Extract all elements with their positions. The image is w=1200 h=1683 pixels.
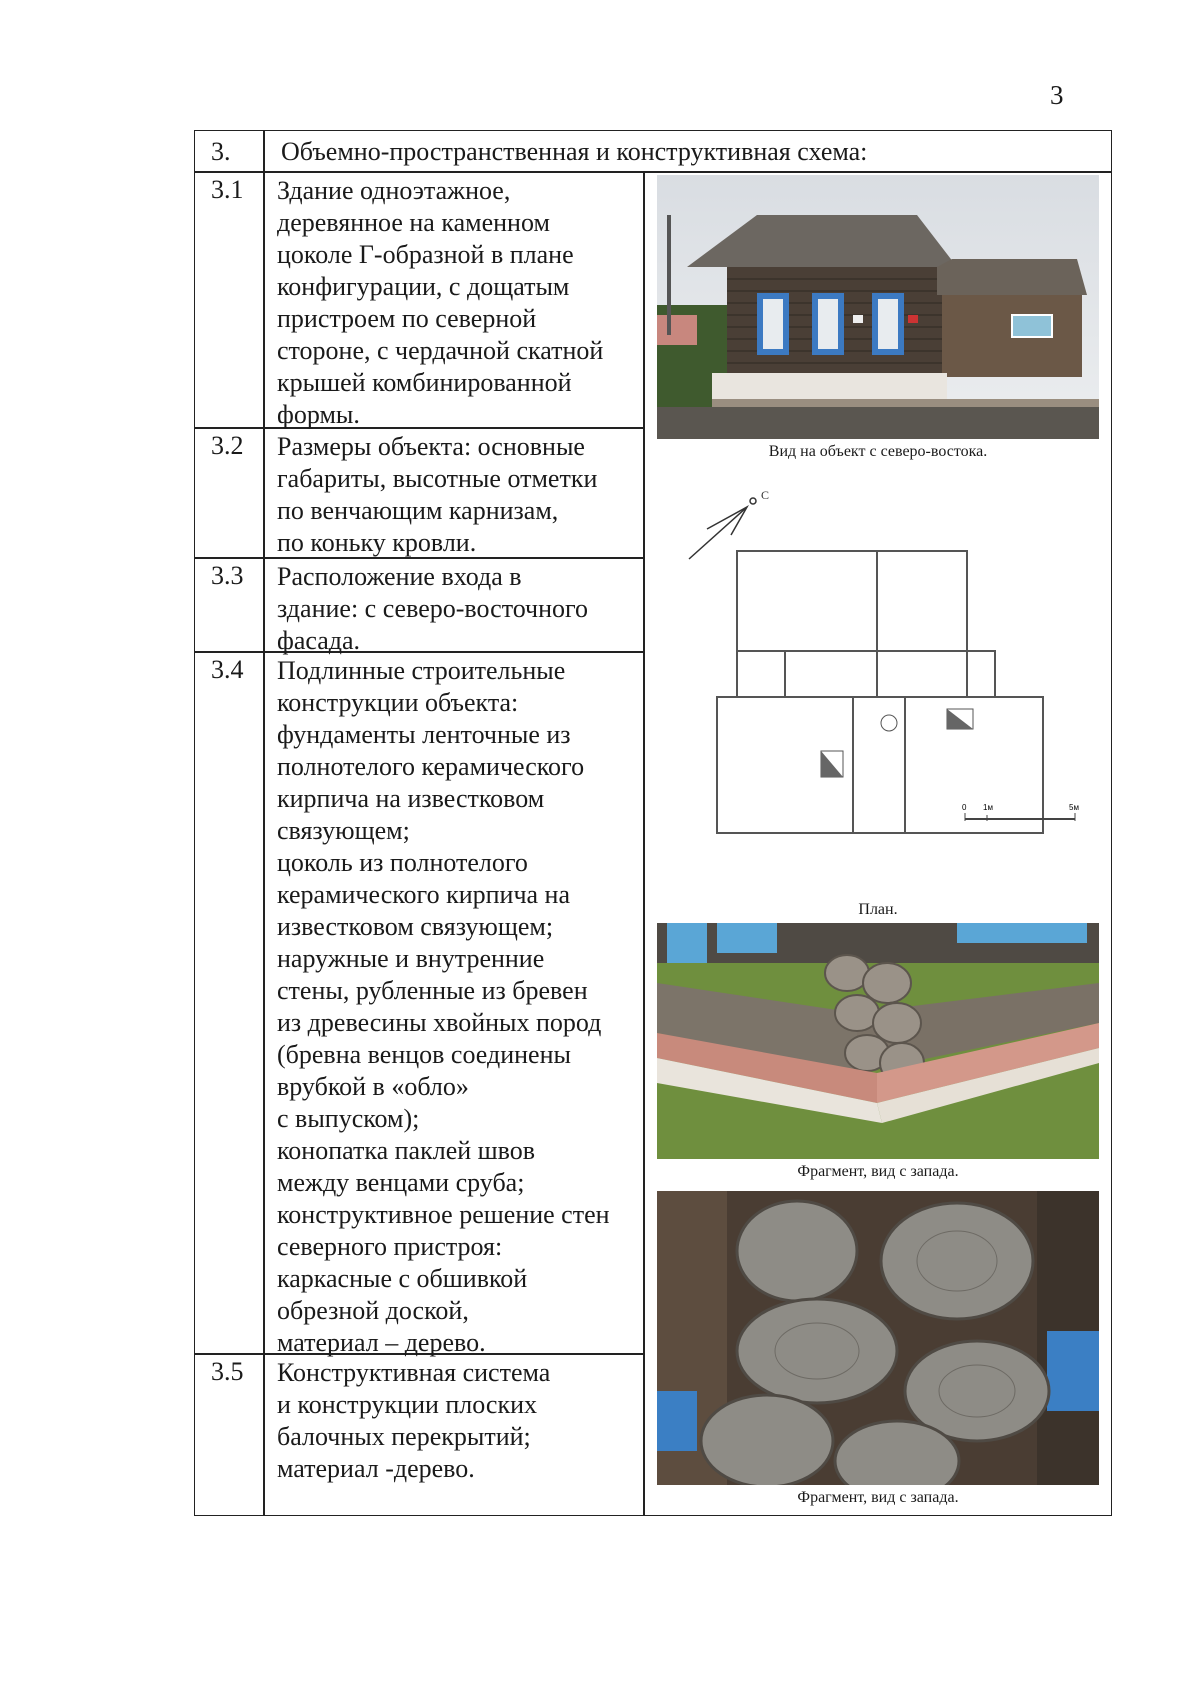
house-photo — [657, 175, 1099, 439]
row-text: Расположение входа в здание: с северо-восточного фасада. — [277, 562, 589, 655]
row-text: Конструктивная система и конструкции плоских балочных перекрытий; материал -дерево. — [277, 1358, 551, 1483]
row-text: Здание одноэтажное, деревянное на каменном цоколе Г-образной в плане конфигурации, с дощатым пристроем по северной стороне, с чердачной скатной крышей комбинированной формы. — [277, 176, 604, 429]
scale-label: 0 — [962, 803, 967, 812]
row-number: 3.2 — [211, 431, 244, 460]
photo-caption: Фрагмент, вид с запада. — [797, 1489, 959, 1506]
row-text: Размеры объекта: основные габариты, высотные отметки по венчающим карнизам, по коньку кровли. — [277, 432, 598, 557]
north-arrow-icon — [689, 498, 756, 559]
scale-label: 1м — [983, 803, 993, 812]
row-number: 3.1 — [211, 175, 244, 204]
fragment-photo-2 — [657, 1191, 1099, 1485]
photo-caption: Фрагмент, вид с запада. — [797, 1163, 959, 1180]
section-title: Объемно-пространственная и конструктивная схема: — [281, 137, 868, 166]
photo-caption: Вид на объект с северо-востока. — [768, 443, 988, 460]
plan-caption: План. — [858, 901, 898, 918]
row-number: 3.5 — [211, 1357, 244, 1386]
floor-plan — [657, 471, 1099, 851]
row-number: 3.4 — [211, 655, 244, 684]
row-number: 3.3 — [211, 561, 244, 590]
page-number: 3 — [1050, 80, 1064, 110]
section-number: 3. — [211, 137, 231, 166]
plan-scale — [935, 801, 1105, 831]
row-text: Подлинные строительные конструкции объекта: фундаменты ленточные из полнотелого керамического кирпича на известковом связующем; цоколь из полнотелого керамического кирпича на известковом связующем; наружные и внутренние стены, рубленные из бревен из древесины хвойных пород (бревна венцов соединены врубкой в «обло» с выпуском); конопатка паклей швов между венцами сруба; конструктивное решение стен северного пристроя: каркасные с обшивкой обрезной доской, материал – дерево. — [277, 656, 610, 1357]
north-label: С — [761, 488, 770, 502]
fragment-photo-1 — [657, 923, 1099, 1159]
scale-label: 5м — [1069, 803, 1079, 812]
section-table — [194, 130, 1112, 1516]
